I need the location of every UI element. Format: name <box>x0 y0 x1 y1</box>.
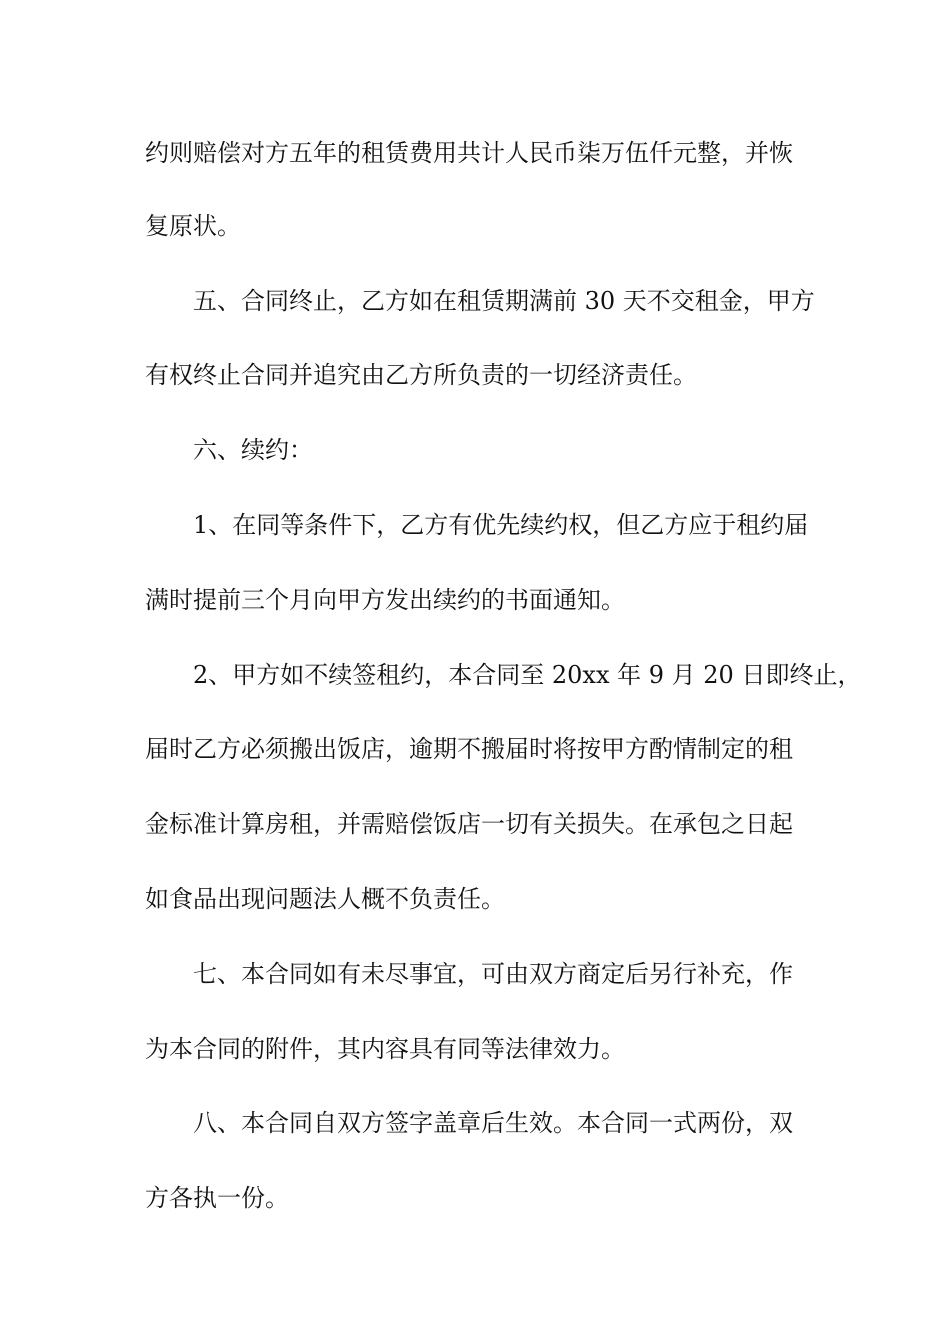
paragraph-seven-line: 七、本合同如有未尽事宜，可由双方商定后另行补充，作 <box>193 960 793 988</box>
paragraph-five-line: 五、合同终止，乙方如在租赁期满前 30 天不交租金，甲方 <box>193 287 815 315</box>
paragraph-six-heading: 六、续约： <box>193 436 313 464</box>
text-line: 如食品出现问题法人概不负责任。 <box>145 885 505 913</box>
text-line: 满时提前三个月向甲方发出续约的书面通知。 <box>145 586 625 614</box>
text-line: 有权终止合同并追究由乙方所负责的一切经济责任。 <box>145 361 697 389</box>
text-line: 复原状。 <box>145 212 241 240</box>
clause-1-line: 1、在同等条件下，乙方有优先续约权，但乙方应于租约届 <box>193 511 809 539</box>
text-line: 方各执一份。 <box>145 1184 289 1212</box>
text-line: 金标准计算房租，并需赔偿饭店一切有关损失。在承包之日起 <box>145 810 793 838</box>
text-line: 为本合同的附件，其内容具有同等法律效力。 <box>145 1035 625 1063</box>
text-line: 届时乙方必须搬出饭店，逾期不搬届时将按甲方酌情制定的租 <box>145 735 793 763</box>
text-line: 约则赔偿对方五年的租赁费用共计人民币柒万伍仟元整，并恢 <box>145 139 793 167</box>
paragraph-eight-line: 八、本合同自双方签字盖章后生效。本合同一式两份，双 <box>193 1109 793 1137</box>
clause-2-line: 2、甲方如不续签租约，本合同至 20xx 年 9 月 20 日即终止， <box>193 661 862 689</box>
